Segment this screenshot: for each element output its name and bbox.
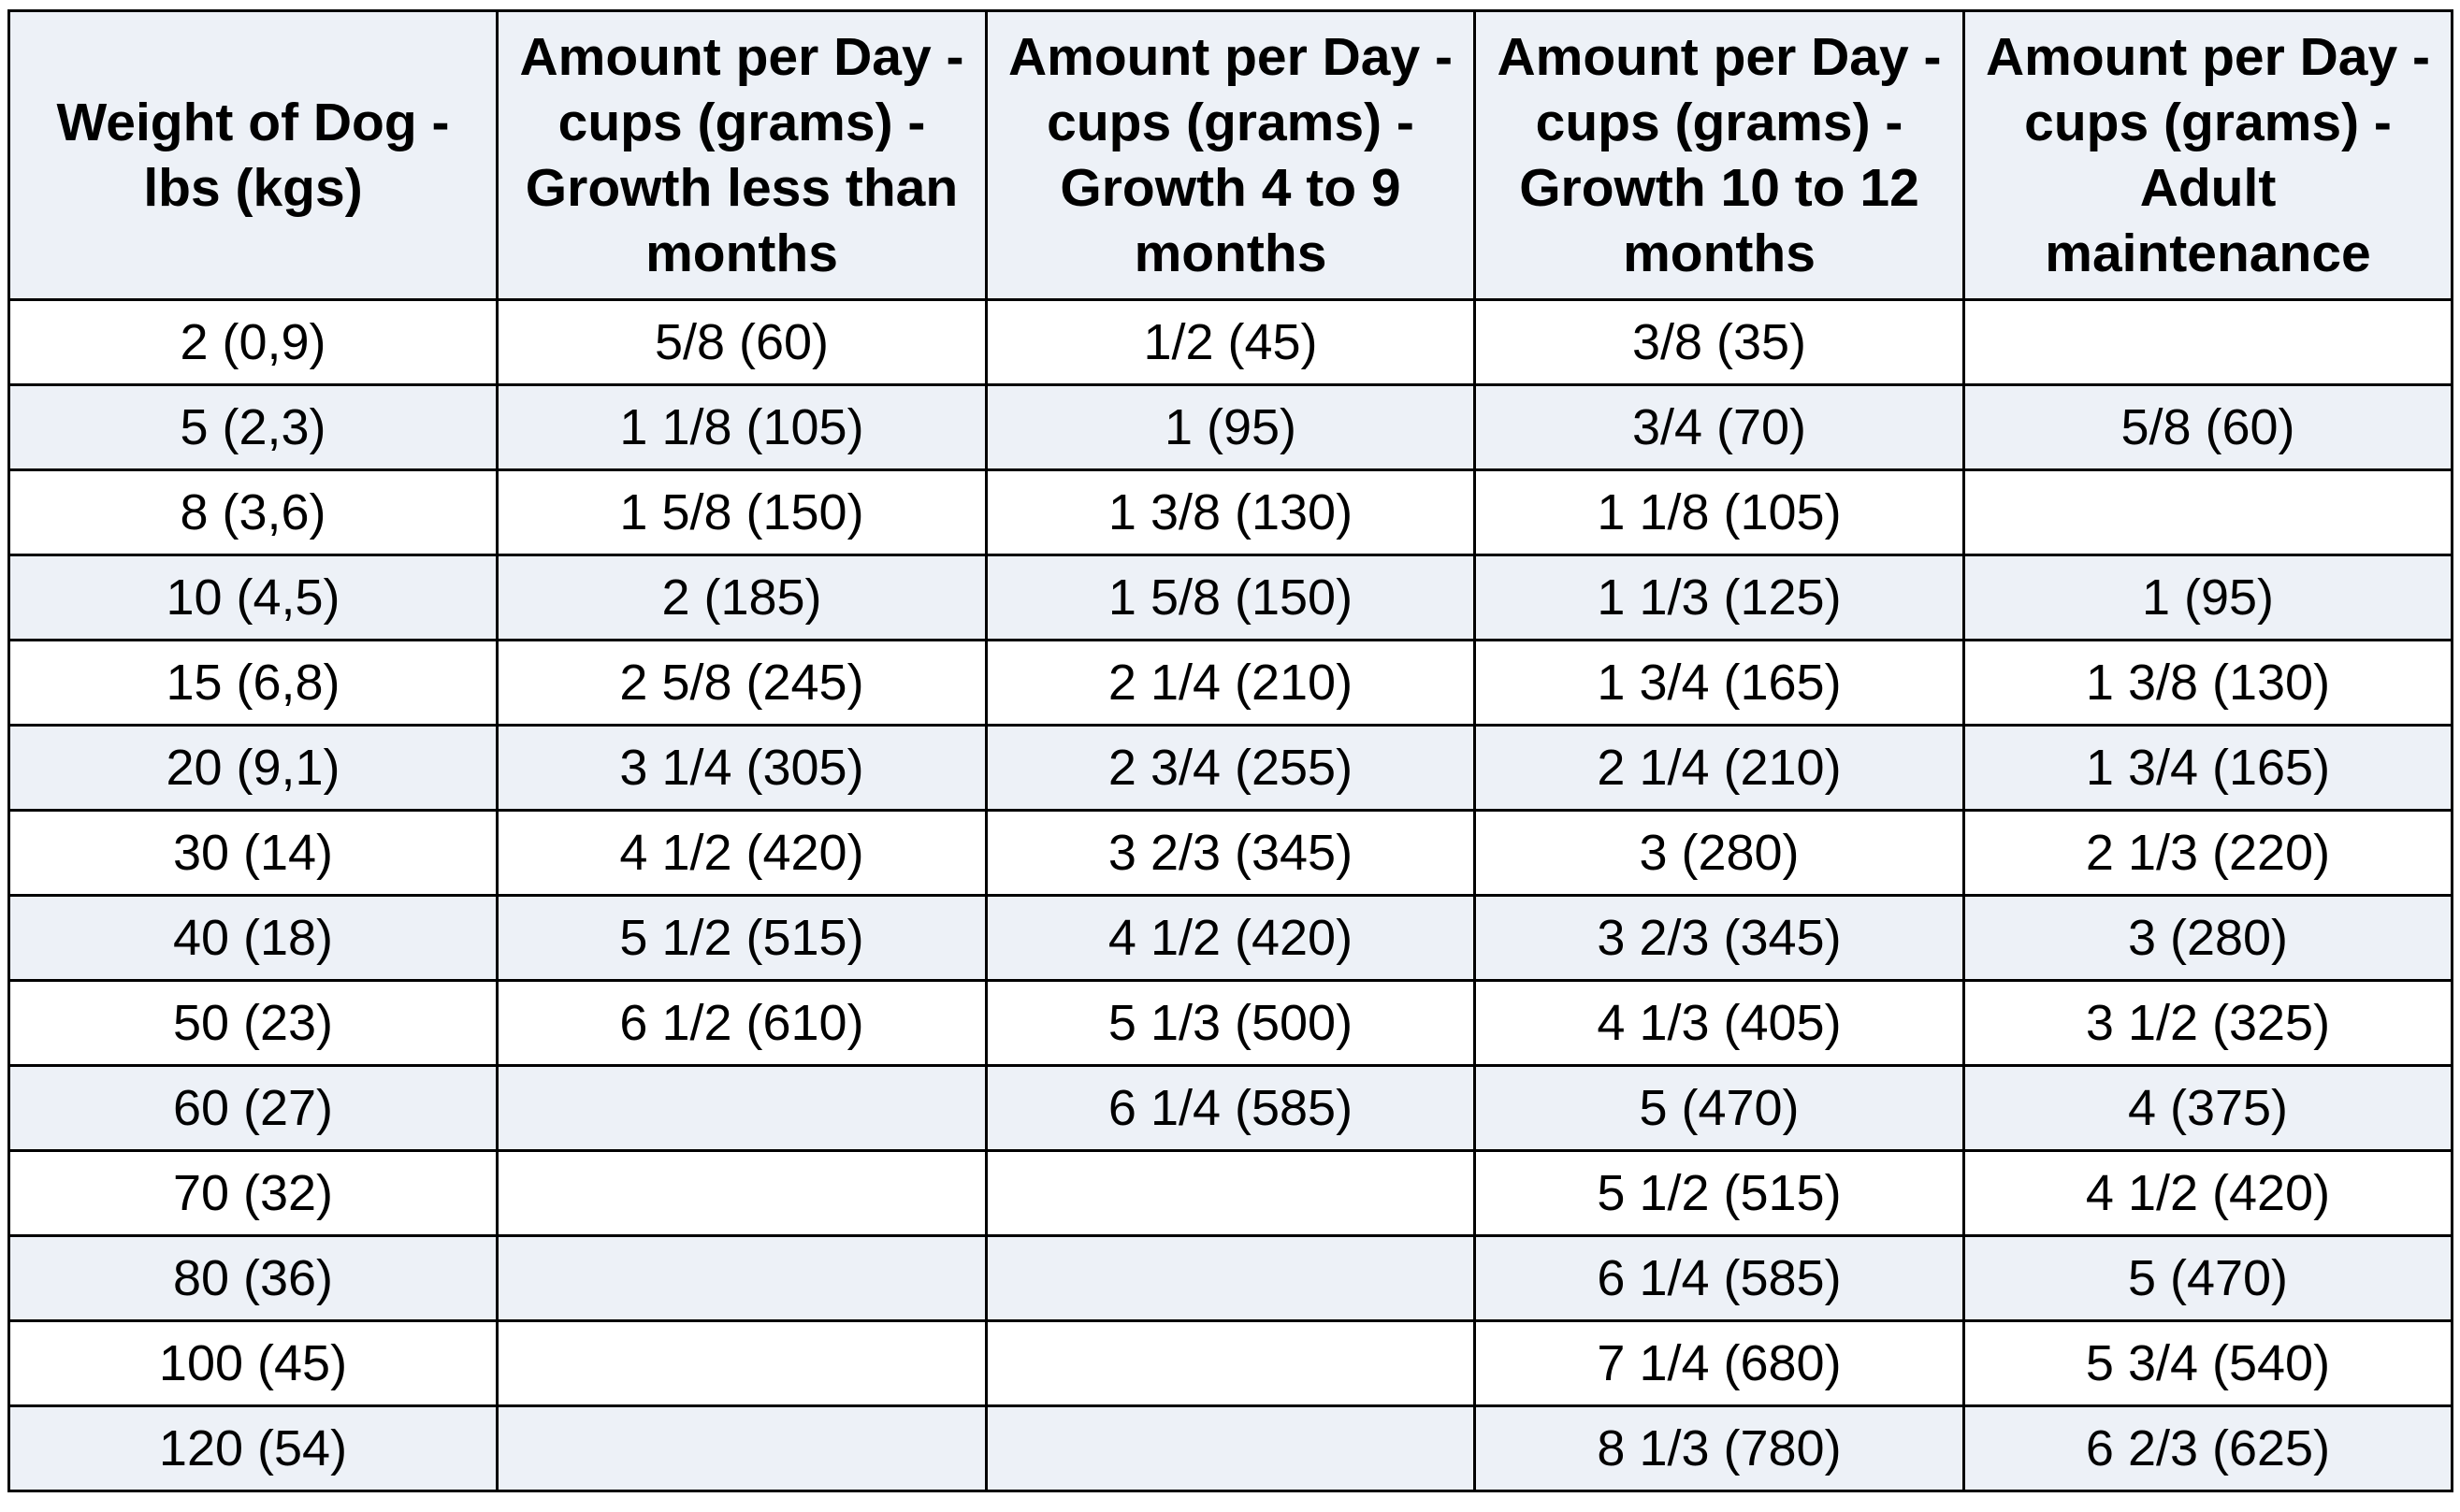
cell-growth-4-to-9 (987, 1406, 1475, 1491)
feeding-chart-table (7, 9, 2453, 1492)
cell-adult-maintenance: 5 3/4 (540) (1964, 1321, 2453, 1406)
cell-growth-less-than (498, 1151, 987, 1236)
cell-growth-less-than: 5/8 (60) (498, 300, 987, 385)
cell-growth-10-to-12: 3/4 (70) (1475, 385, 1964, 470)
cell-growth-10-to-12: 5 (470) (1475, 1066, 1964, 1151)
header-growth-10-to-12: Amount per Day - cups (grams) - Growth 10 to 12 months (1475, 11, 1964, 300)
header-adult-maintenance: Amount per Day - cups (grams) - Adult maintenance (1964, 11, 2453, 300)
feeding-chart-table-container (7, 9, 2451, 1490)
cell-growth-less-than (498, 1066, 987, 1151)
cell-growth-10-to-12: 1 1/3 (125) (1475, 555, 1964, 641)
table-row (9, 811, 2453, 896)
table-row (9, 1321, 2453, 1406)
cell-growth-4-to-9 (987, 1236, 1475, 1321)
cell-adult-maintenance: 3 (280) (1964, 896, 2453, 981)
cell-adult-maintenance: 5/8 (60) (1964, 385, 2453, 470)
cell-weight: 50 (23) (9, 981, 498, 1066)
cell-growth-4-to-9: 1/2 (45) (987, 300, 1475, 385)
cell-growth-10-to-12: 1 3/4 (165) (1475, 641, 1964, 726)
cell-weight: 10 (4,5) (9, 555, 498, 641)
cell-growth-4-to-9: 1 (95) (987, 385, 1475, 470)
table-row (9, 470, 2453, 555)
cell-growth-less-than (498, 1321, 987, 1406)
table-row (9, 1066, 2453, 1151)
cell-growth-less-than: 2 5/8 (245) (498, 641, 987, 726)
cell-growth-10-to-12: 3 (280) (1475, 811, 1964, 896)
cell-adult-maintenance: 1 3/8 (130) (1964, 641, 2453, 726)
cell-growth-10-to-12: 5 1/2 (515) (1475, 1151, 1964, 1236)
cell-adult-maintenance: 5 (470) (1964, 1236, 2453, 1321)
cell-weight: 15 (6,8) (9, 641, 498, 726)
cell-weight: 70 (32) (9, 1151, 498, 1236)
table-row (9, 641, 2453, 726)
cell-adult-maintenance: 1 3/4 (165) (1964, 726, 2453, 811)
table-row (9, 1236, 2453, 1321)
table-row (9, 981, 2453, 1066)
cell-growth-less-than: 4 1/2 (420) (498, 811, 987, 896)
cell-weight: 20 (9,1) (9, 726, 498, 811)
cell-growth-10-to-12: 2 1/4 (210) (1475, 726, 1964, 811)
table-row (9, 555, 2453, 641)
cell-growth-10-to-12: 7 1/4 (680) (1475, 1321, 1964, 1406)
cell-growth-4-to-9 (987, 1321, 1475, 1406)
cell-growth-4-to-9 (987, 1151, 1475, 1236)
table-row (9, 726, 2453, 811)
table-row (9, 896, 2453, 981)
cell-adult-maintenance (1964, 300, 2453, 385)
cell-growth-less-than (498, 1236, 987, 1321)
cell-weight: 2 (0,9) (9, 300, 498, 385)
cell-growth-4-to-9: 1 5/8 (150) (987, 555, 1475, 641)
table-row (9, 1151, 2453, 1236)
cell-growth-less-than: 2 (185) (498, 555, 987, 641)
cell-growth-10-to-12: 3 2/3 (345) (1475, 896, 1964, 981)
cell-growth-less-than: 5 1/2 (515) (498, 896, 987, 981)
cell-growth-less-than: 1 5/8 (150) (498, 470, 987, 555)
cell-growth-10-to-12: 6 1/4 (585) (1475, 1236, 1964, 1321)
cell-growth-4-to-9: 5 1/3 (500) (987, 981, 1475, 1066)
cell-adult-maintenance: 2 1/3 (220) (1964, 811, 2453, 896)
cell-weight: 80 (36) (9, 1236, 498, 1321)
cell-growth-4-to-9: 2 1/4 (210) (987, 641, 1475, 726)
cell-growth-4-to-9: 4 1/2 (420) (987, 896, 1475, 981)
cell-weight: 120 (54) (9, 1406, 498, 1491)
cell-weight: 8 (3,6) (9, 470, 498, 555)
cell-growth-10-to-12: 3/8 (35) (1475, 300, 1964, 385)
cell-weight: 40 (18) (9, 896, 498, 981)
cell-adult-maintenance: 6 2/3 (625) (1964, 1406, 2453, 1491)
header-growth-4-to-9: Amount per Day - cups (grams) - Growth 4 to 9 months (987, 11, 1475, 300)
table-row (9, 300, 2453, 385)
cell-adult-maintenance: 4 1/2 (420) (1964, 1151, 2453, 1236)
cell-growth-4-to-9: 2 3/4 (255) (987, 726, 1475, 811)
cell-adult-maintenance: 4 (375) (1964, 1066, 2453, 1151)
table-row (9, 385, 2453, 470)
cell-growth-10-to-12: 1 1/8 (105) (1475, 470, 1964, 555)
table-header (9, 11, 2453, 300)
cell-weight: 5 (2,3) (9, 385, 498, 470)
table-body (9, 300, 2453, 1491)
header-growth-less-than: Amount per Day - cups (grams) - Growth less than months (498, 11, 987, 300)
cell-weight: 60 (27) (9, 1066, 498, 1151)
cell-growth-4-to-9: 3 2/3 (345) (987, 811, 1475, 896)
cell-growth-less-than: 3 1/4 (305) (498, 726, 987, 811)
cell-adult-maintenance: 3 1/2 (325) (1964, 981, 2453, 1066)
cell-weight: 30 (14) (9, 811, 498, 896)
cell-growth-less-than (498, 1406, 987, 1491)
cell-weight: 100 (45) (9, 1321, 498, 1406)
cell-growth-less-than: 6 1/2 (610) (498, 981, 987, 1066)
cell-growth-4-to-9: 6 1/4 (585) (987, 1066, 1475, 1151)
cell-growth-10-to-12: 8 1/3 (780) (1475, 1406, 1964, 1491)
cell-adult-maintenance: 1 (95) (1964, 555, 2453, 641)
cell-growth-4-to-9: 1 3/8 (130) (987, 470, 1475, 555)
cell-adult-maintenance (1964, 470, 2453, 555)
header-row (9, 11, 2453, 300)
cell-growth-10-to-12: 4 1/3 (405) (1475, 981, 1964, 1066)
cell-growth-less-than: 1 1/8 (105) (498, 385, 987, 470)
table-row (9, 1406, 2453, 1491)
header-weight: Weight of Dog - lbs (kgs) (9, 11, 498, 300)
